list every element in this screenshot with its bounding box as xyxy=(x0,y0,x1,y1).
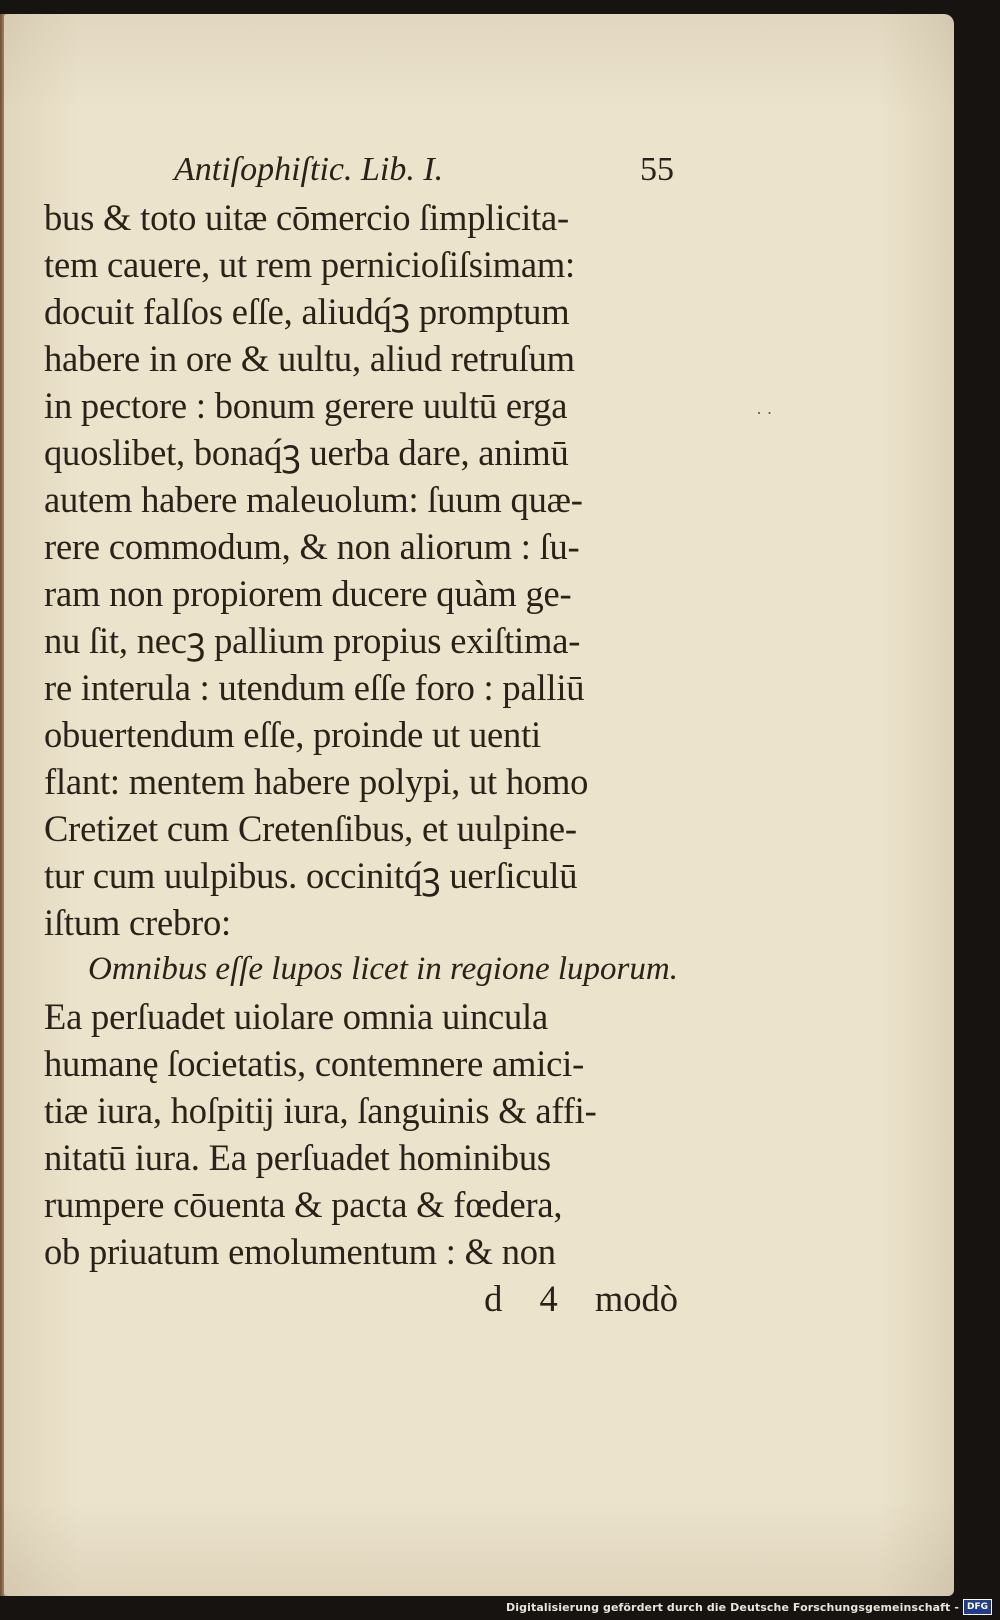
text-line: in pectore : bonum gerere uultū erga xyxy=(44,385,568,426)
text-line: rere commodum, & non aliorum : ſu- xyxy=(44,526,580,567)
text-line: tur cum uulpibus. occinitq́ꝫ uerſiculū xyxy=(44,855,578,896)
text-line: docuit falſos eſſe, aliudq́ꝫ promptum xyxy=(44,291,570,332)
text-line: humanę ſocietatis, contemnere amici- xyxy=(44,1043,585,1084)
signature-catchword-line: d 4 modò xyxy=(484,1278,678,1319)
text-line: Cretizet cum Cretenſibus, et uulpine- xyxy=(44,808,577,849)
text-line: nitatū iura. Ea perſuadet hominibus xyxy=(44,1137,551,1178)
text-line: bus & toto uitæ cōmercio ſimplicita- xyxy=(44,197,570,238)
text-line: ram non propiorem ducere quàm ge- xyxy=(44,573,572,614)
text-line: quoslibet, bonaq́ꝫ uerba dare, animū xyxy=(44,432,569,473)
running-head xyxy=(44,146,684,194)
text-line: autem habere maleuolum: ſuum quæ- xyxy=(44,479,583,520)
running-title: Antiſophiſtic. Lib. I. xyxy=(174,151,444,188)
margin-mark: · · xyxy=(756,403,773,423)
text-line: re interula : utendum eſſe foro : palliū xyxy=(44,667,585,708)
credit-text: Digitalisierung gefördert durch die Deutsche Forschungsgemeinschaft - xyxy=(506,1600,959,1614)
text-line: tem cauere, ut rem pernicioſiſsimam: xyxy=(44,244,575,285)
text-line: flant: mentem habere polypi, ut homo xyxy=(44,761,589,802)
text-line: tiæ iura, hoſpitij iura, ſanguinis & affi- xyxy=(44,1090,597,1131)
page-text-block xyxy=(44,146,684,1322)
page-number: 55 xyxy=(640,151,674,188)
text-line: Ea perſuadet uiolare omnia uincula xyxy=(44,996,548,1037)
text-line: habere in ore & uultu, aliud retruſum xyxy=(44,338,575,379)
text-line: ob priuatum emolumentum : & non xyxy=(44,1231,556,1272)
text-line: iſtum crebro: xyxy=(44,902,231,943)
dfg-logo: DFG xyxy=(963,1599,992,1615)
digitization-credit xyxy=(506,1598,992,1616)
quoted-verse: Omnibus eſſe lupos licet in regione luporum. xyxy=(88,951,678,987)
text-line: rumpere cōuenta & pacta & fœdera, xyxy=(44,1184,563,1225)
text-line: obuertendum eſſe, proinde ut uenti xyxy=(44,714,541,755)
text-line: nu ſit, necꝫ pallium propius exiſtima- xyxy=(44,620,581,661)
